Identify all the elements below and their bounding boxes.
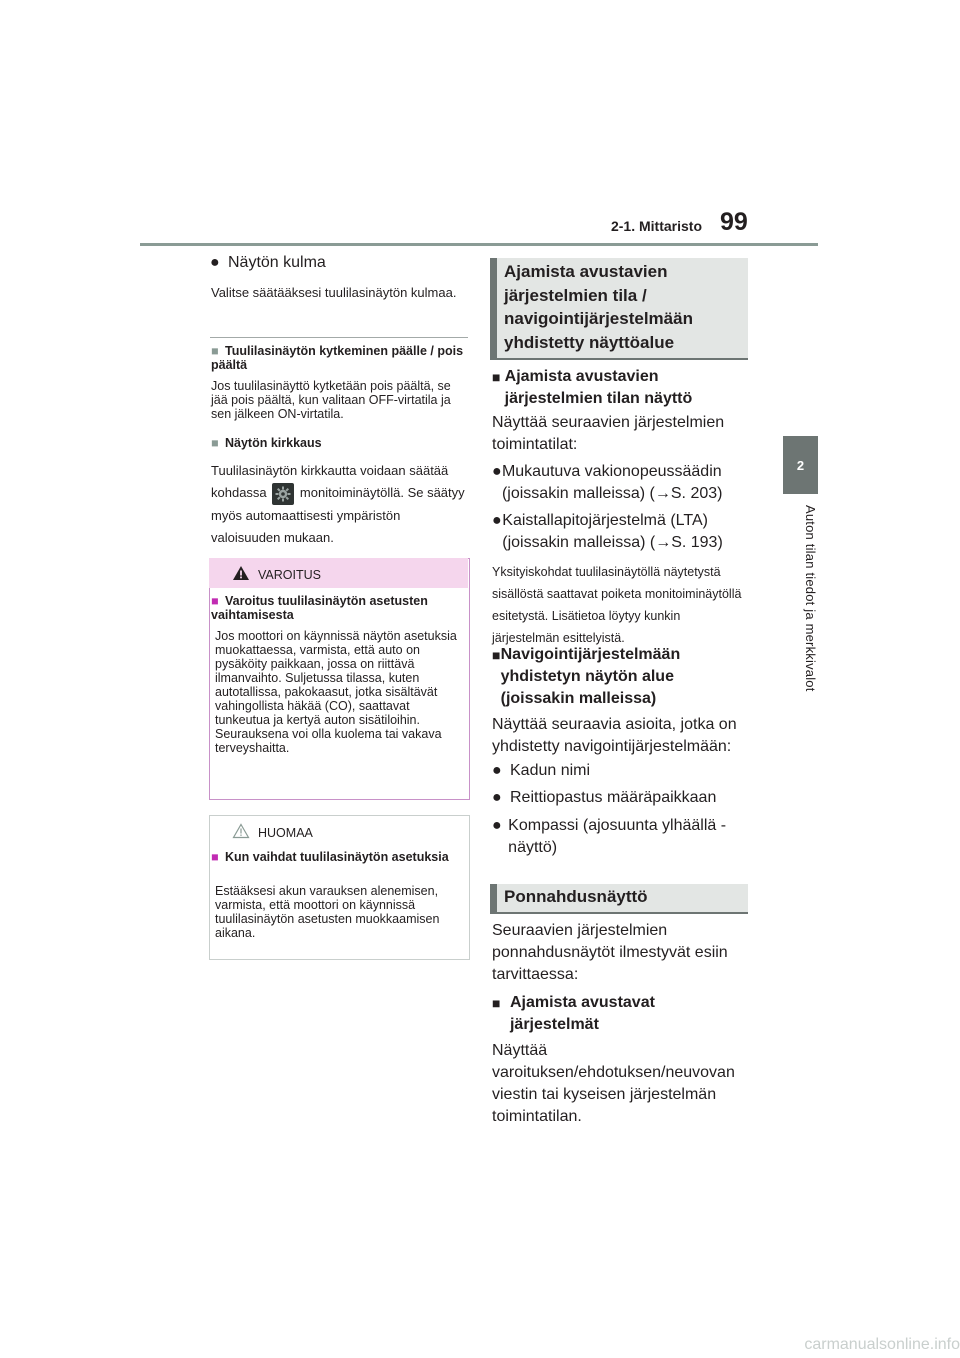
status-heading xyxy=(492,366,748,410)
notice-text: Estääksesi akun varauksen alenemisen, varmista, että moottori on käynnissä tuulilasinäytön asetusten muokkaamisen aikana. xyxy=(215,884,440,940)
list-item-text: Kadun nimi xyxy=(510,762,591,779)
warning-heading-text: Varoitus tuulilasinäytön asetusten vaihtamisesta xyxy=(211,594,428,622)
warning-triangle-icon xyxy=(232,565,250,581)
page-number: 99 xyxy=(720,208,748,236)
status-text: Näyttää seuraavien järjestelmien toimintatilat: xyxy=(492,414,725,453)
bullet-icon: ● xyxy=(492,512,502,529)
popup-heading: Ponnahdusnäyttö xyxy=(504,887,648,906)
notice-title xyxy=(258,823,408,840)
assist-heading xyxy=(492,992,748,1036)
square-bullet-icon: ■ xyxy=(211,436,219,450)
notice-title-text: HUOMAA xyxy=(258,826,313,840)
settings-gear-icon xyxy=(272,483,294,505)
popup-text: Seuraavien järjestelmien ponnahdusnäytöt ilmestyvät esiin tarvittaessa: xyxy=(492,922,728,983)
chapter-label: Auton tilan tiedot ja merkkivalot xyxy=(803,505,818,692)
list-item-acc xyxy=(492,461,748,505)
bullet-title: Näytön kulma xyxy=(228,254,326,271)
brightness-heading xyxy=(211,436,469,450)
list-item-text: Mukautuva vakionopeussäädin (joissakin malleissa) (→S. 203) xyxy=(501,463,723,502)
assist-text: Näyttää varoituksen/ehdotuksen/neuvovan viestin tai kyseisen järjestelmän toimintatilan. xyxy=(492,1042,735,1125)
onoff-heading-text: Tuulilasinäytön kytkeminen päälle / pois päältä xyxy=(211,344,464,372)
warning-text: Jos moottori on käynnissä näytön asetuksia muokattaessa, varmista, että auto on pysäköity paikkaan, jossa on riittävä ilmanvaihto. Suljetussa tilassa, kuten autotallissa, pakokaasut, jotka sisältävät vahingollista häkää (CO), saattavat tunkeutua ja kertyä auton sisätiloihin. Seurauksena voi olla kuolema tai vakava terveyshaitta. xyxy=(215,629,457,755)
nav-heading xyxy=(492,644,748,710)
section-separator xyxy=(210,337,468,338)
angle-text: Valitse säätääksesi tuulilasinäytön kulmaa. xyxy=(211,285,457,300)
warning-heading xyxy=(211,594,466,622)
brightness-text-after: monitoiminäytöllä. Se säätyy myös automaattisesti ympäristön valoisuuden mukaan. xyxy=(211,485,465,545)
list-item-text: Kaistallapitojärjestelmä (LTA) (joissakin malleissa) (→S. 193) xyxy=(502,512,723,551)
square-bullet-icon: ■ xyxy=(211,594,219,608)
popup-heading-bar xyxy=(490,884,497,914)
chapter-tab[interactable] xyxy=(783,436,818,494)
list-item-route xyxy=(492,789,748,807)
status-heading-text: Ajamista avustavien järjestelmien tilan näyttö xyxy=(504,368,693,407)
square-bullet-icon: ■ xyxy=(492,369,501,385)
nav-heading-text: Navigointijärjestelmään yhdistetyn näytön alue (joissakin malleissa) xyxy=(500,646,681,707)
watermark: carmanualsonline.info xyxy=(804,1336,960,1353)
onoff-heading xyxy=(211,344,469,372)
bullet-icon: ● xyxy=(492,762,502,779)
chapter-number: 2 xyxy=(796,457,805,473)
list-item-text: Kompassi (ajosuunta ylhäällä -näyttö) xyxy=(508,817,727,856)
square-bullet-icon: ■ xyxy=(492,995,501,1011)
notice-triangle-icon xyxy=(232,823,250,839)
section-heading: Ajamista avustavien järjestelmien tila / navigointijärjestelmään yhdistetty näyttöalue xyxy=(504,262,693,352)
list-item-text: Reittiopastus määräpaikkaan xyxy=(510,789,717,806)
bullet-icon: ● xyxy=(492,817,502,834)
notice-heading xyxy=(211,850,466,864)
section-title: 2-1. Mittaristo xyxy=(610,218,702,234)
brightness-text xyxy=(211,460,469,549)
bullet-icon: ● xyxy=(492,463,502,480)
square-bullet-icon: ■ xyxy=(492,647,501,663)
square-bullet-icon: ■ xyxy=(211,850,219,864)
nav-text: Näyttää seuraavia asioita, jotka on yhdistetty navigointijärjestelmään: xyxy=(492,716,737,755)
bullet-display-angle xyxy=(210,254,470,272)
list-item-street xyxy=(492,762,748,780)
brightness-heading-text: Näytön kirkkaus xyxy=(225,436,322,450)
header-divider xyxy=(140,243,818,246)
brightness-text-before: Tuulilasinäytön kirkkautta voidaan säätää kohdassa xyxy=(211,463,449,500)
square-bullet-icon: ■ xyxy=(211,344,219,358)
notice-heading-text: Kun vaihdat tuulilasinäytön asetuksia xyxy=(225,850,449,864)
warning-title-text: VAROITUS xyxy=(258,568,321,582)
list-item-lta xyxy=(492,510,748,554)
assist-heading-text: Ajamista avustavat järjestelmät xyxy=(509,994,655,1033)
section-heading-bar xyxy=(490,258,497,360)
list-item-compass xyxy=(492,815,748,859)
bullet-icon: ● xyxy=(210,254,220,271)
onoff-text: Jos tuulilasinäyttö kytketään pois päältä, se jää pois päältä, kun valitaan OFF-virtatila ja sen jälkeen ON-virtatila. xyxy=(211,379,451,421)
warning-title xyxy=(258,565,408,582)
details-note: Yksityiskohdat tuulilasinäytöllä näytetystä sisällöstä saattavat poiketa monitoiminäytöllä esitetystä. Lisätietoa löytyy kunkin järjestelmän esittelyistä. xyxy=(492,565,742,645)
bullet-icon: ● xyxy=(492,789,502,806)
